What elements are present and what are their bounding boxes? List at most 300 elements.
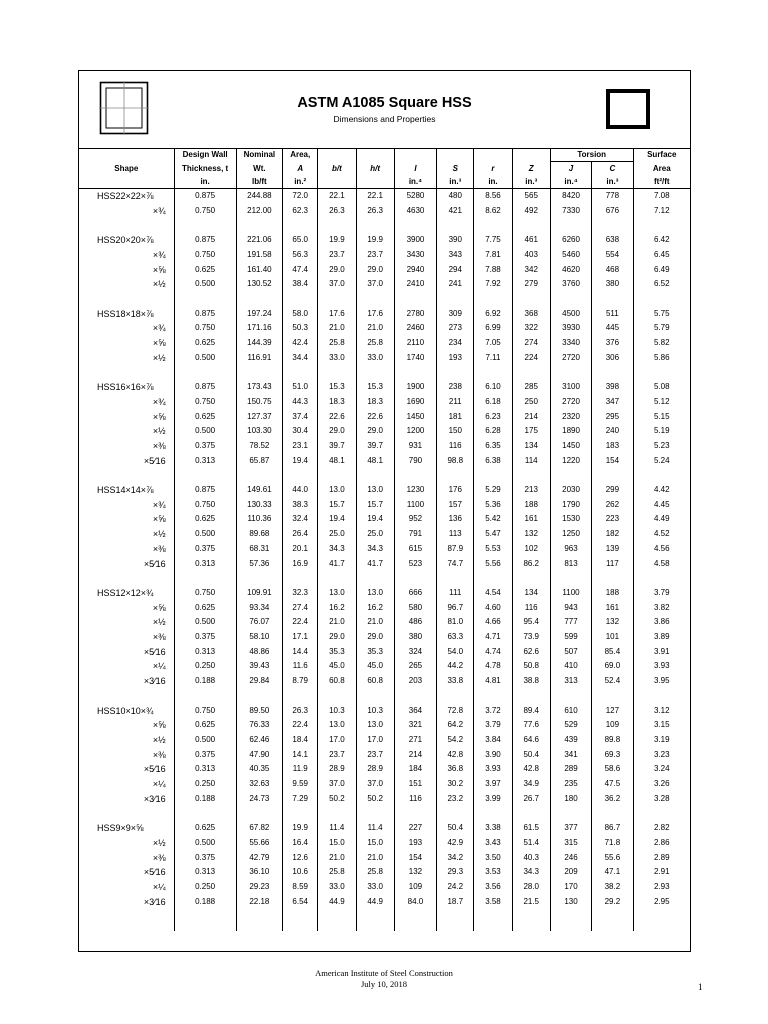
value-cell: 5.42 — [474, 512, 512, 527]
shape-cell: ×3⁄16 — [143, 793, 166, 804]
table-row — [79, 424, 690, 439]
shape-cell: ×¾ — [152, 499, 166, 510]
table-row — [79, 395, 690, 410]
value-cell: 3.93 — [474, 762, 512, 777]
value-cell: 50.4 — [437, 821, 474, 836]
value-cell: 89.68 — [236, 527, 283, 542]
value-cell: 8.59 — [283, 880, 318, 895]
col-surface-unit: ft²/ft — [633, 175, 690, 189]
shape-cell: HSS10×10×¾ — [97, 705, 154, 716]
spacer-cell — [318, 292, 356, 307]
value-cell: 5.12 — [633, 395, 690, 410]
value-cell: 3.26 — [633, 777, 690, 792]
value-cell: 29.2 — [592, 895, 633, 910]
value-cell: 2.91 — [633, 865, 690, 880]
value-cell: 235 — [550, 777, 591, 792]
spacer-cell — [437, 365, 474, 380]
value-cell: 16.9 — [283, 557, 318, 572]
value-cell: 0.250 — [174, 880, 236, 895]
value-cell: 343 — [437, 248, 474, 263]
value-cell: 69.0 — [592, 659, 633, 674]
value-cell: 214 — [512, 410, 550, 425]
value-cell: 390 — [437, 233, 474, 248]
value-cell: 5.47 — [474, 527, 512, 542]
value-cell: 778 — [592, 189, 633, 204]
value-cell: 3.56 — [474, 880, 512, 895]
col-z-unit: in.³ — [512, 175, 550, 189]
value-cell: 50.8 — [512, 659, 550, 674]
value-cell: 151 — [394, 777, 436, 792]
shape-cell: ×½ — [152, 617, 166, 628]
value-cell: 50.4 — [512, 748, 550, 763]
value-cell: 37.0 — [356, 277, 394, 292]
spacer-cell — [174, 468, 236, 483]
value-cell: 0.500 — [174, 424, 236, 439]
spacer-cell — [283, 468, 318, 483]
value-cell: 0.313 — [174, 645, 236, 660]
value-cell: 40.3 — [512, 851, 550, 866]
col-s-unit: in.³ — [437, 175, 474, 189]
value-cell: 39.7 — [356, 439, 394, 454]
spacer-cell — [174, 806, 236, 821]
value-cell: 29.3 — [437, 865, 474, 880]
value-cell: 50.2 — [318, 792, 356, 807]
value-cell: 58.10 — [236, 630, 283, 645]
value-cell: 3100 — [550, 380, 591, 395]
spacer-cell — [592, 689, 633, 704]
value-cell: 157 — [437, 498, 474, 513]
spacer-cell — [550, 468, 591, 483]
value-cell: 58.0 — [283, 307, 318, 322]
value-cell: 84.0 — [394, 895, 436, 910]
value-cell: 93.34 — [236, 601, 283, 616]
col-bt-head: b/t — [318, 162, 356, 176]
value-cell: 116.91 — [236, 351, 283, 366]
value-cell: 2.86 — [633, 836, 690, 851]
value-cell: 13.0 — [356, 586, 394, 601]
value-cell: 149.61 — [236, 483, 283, 498]
value-cell: 76.33 — [236, 718, 283, 733]
value-cell: 7.12 — [633, 204, 690, 219]
page-subtitle: Dimensions and Properties — [333, 114, 436, 124]
col-i-head-1 — [394, 148, 436, 162]
value-cell: 3.93 — [633, 659, 690, 674]
value-cell: 15.3 — [356, 380, 394, 395]
value-cell: 403 — [512, 248, 550, 263]
value-cell: 170 — [550, 880, 591, 895]
value-cell: 7.29 — [283, 792, 318, 807]
value-cell: 486 — [394, 615, 436, 630]
value-cell: 51.4 — [512, 836, 550, 851]
shape-cell: ×⅝ — [152, 338, 166, 348]
value-cell: 2.82 — [633, 821, 690, 836]
value-cell: 55.66 — [236, 836, 283, 851]
value-cell: 71.8 — [592, 836, 633, 851]
value-cell: 791 — [394, 527, 436, 542]
value-cell: 480 — [437, 189, 474, 204]
col-r-head: r — [474, 162, 512, 176]
value-cell: 61.5 — [512, 821, 550, 836]
col-ht-head: h/t — [356, 162, 394, 176]
value-cell: 5.79 — [633, 321, 690, 336]
value-cell: 33.0 — [318, 880, 356, 895]
value-cell: 3.24 — [633, 762, 690, 777]
value-cell: 0.750 — [174, 321, 236, 336]
value-cell: 299 — [592, 483, 633, 498]
value-cell: 4.56 — [633, 542, 690, 557]
value-cell: 19.9 — [356, 233, 394, 248]
value-cell: 3900 — [394, 233, 436, 248]
value-cell: 468 — [592, 263, 633, 278]
value-cell: 17.0 — [356, 733, 394, 748]
value-cell: 27.4 — [283, 601, 318, 616]
col-surface-head-1: Surface — [633, 148, 690, 162]
value-cell: 42.9 — [437, 836, 474, 851]
value-cell: 3340 — [550, 336, 591, 351]
col-j-unit: in.⁴ — [550, 175, 591, 189]
value-cell: 29.23 — [236, 880, 283, 895]
shape-cell: ×⅜ — [152, 749, 166, 760]
value-cell: 313 — [550, 674, 591, 689]
value-cell: 790 — [394, 454, 436, 469]
value-cell: 41.7 — [356, 557, 394, 572]
value-cell: 3.90 — [474, 748, 512, 763]
value-cell: 1220 — [550, 454, 591, 469]
value-cell: 182 — [592, 527, 633, 542]
value-cell: 25.0 — [318, 527, 356, 542]
header-row-1 — [79, 148, 690, 162]
spacer-cell — [633, 468, 690, 483]
shape-cell: ×½ — [152, 279, 166, 290]
value-cell: 4.52 — [633, 527, 690, 542]
table-row — [79, 851, 690, 866]
value-cell: 3930 — [550, 321, 591, 336]
value-cell: 184 — [394, 762, 436, 777]
value-cell: 17.0 — [318, 733, 356, 748]
value-cell: 315 — [550, 836, 591, 851]
value-cell: 73.9 — [512, 630, 550, 645]
value-cell: 34.3 — [356, 542, 394, 557]
value-cell: 33.8 — [437, 674, 474, 689]
value-cell: 813 — [550, 557, 591, 572]
shape-cell: ×5⁄16 — [143, 455, 166, 466]
spacer-cell — [633, 689, 690, 704]
value-cell: 285 — [512, 380, 550, 395]
value-cell: 50.3 — [283, 321, 318, 336]
value-cell: 45.0 — [318, 659, 356, 674]
spacer-cell — [318, 365, 356, 380]
value-cell: 42.4 — [283, 336, 318, 351]
value-cell: 44.9 — [356, 895, 394, 910]
value-cell: 76.07 — [236, 615, 283, 630]
value-cell: 86.2 — [512, 557, 550, 572]
value-cell: 89.8 — [592, 733, 633, 748]
value-cell: 136 — [437, 512, 474, 527]
value-cell: 25.8 — [356, 336, 394, 351]
shape-cell: HSS18×18×⅞ — [97, 308, 154, 319]
value-cell: 507 — [550, 645, 591, 660]
value-cell: 9.59 — [283, 777, 318, 792]
value-cell: 25.8 — [318, 865, 356, 880]
value-cell: 271 — [394, 733, 436, 748]
value-cell: 24.2 — [437, 880, 474, 895]
value-cell: 1740 — [394, 351, 436, 366]
spacer-cell — [474, 689, 512, 704]
value-cell: 19.4 — [318, 512, 356, 527]
value-cell: 3.38 — [474, 821, 512, 836]
value-cell: 77.6 — [512, 718, 550, 733]
value-cell: 4.49 — [633, 512, 690, 527]
value-cell: 19.4 — [356, 512, 394, 527]
value-cell: 144.39 — [236, 336, 283, 351]
shape-cell: HSS16×16×⅞ — [97, 382, 154, 393]
spacer-cell — [79, 218, 174, 233]
value-cell: 37.0 — [318, 277, 356, 292]
value-cell: 40.35 — [236, 762, 283, 777]
value-cell: 33.0 — [356, 880, 394, 895]
shape-cell: ×5⁄16 — [143, 558, 166, 569]
spacer-cell — [592, 365, 633, 380]
table-row — [79, 836, 690, 851]
value-cell: 127.37 — [236, 410, 283, 425]
value-cell: 666 — [394, 586, 436, 601]
spacer-cell — [236, 571, 283, 586]
value-cell: 41.7 — [318, 557, 356, 572]
value-cell: 37.4 — [283, 410, 318, 425]
spacer-cell — [356, 468, 394, 483]
value-cell: 7.81 — [474, 248, 512, 263]
value-cell: 5.08 — [633, 380, 690, 395]
value-cell: 23.7 — [318, 248, 356, 263]
table-row — [79, 483, 690, 498]
value-cell: 29.0 — [318, 424, 356, 439]
value-cell: 240 — [592, 424, 633, 439]
shape-cell: ×¾ — [152, 323, 166, 334]
value-cell: 48.86 — [236, 645, 283, 660]
value-cell: 8420 — [550, 189, 591, 204]
spacer-cell — [174, 571, 236, 586]
value-cell: 134 — [512, 439, 550, 454]
spacer-cell — [236, 468, 283, 483]
table-row — [79, 307, 690, 322]
value-cell: 55.6 — [592, 851, 633, 866]
spacer-cell — [356, 689, 394, 704]
shape-cell: ×¼ — [152, 661, 166, 672]
spacer-cell — [512, 468, 550, 483]
value-cell: 7.11 — [474, 351, 512, 366]
value-cell: 21.0 — [318, 851, 356, 866]
value-cell: 213 — [512, 483, 550, 498]
value-cell: 2.93 — [633, 880, 690, 895]
value-cell: 610 — [550, 704, 591, 719]
value-cell: 42.8 — [512, 762, 550, 777]
value-cell: 33.0 — [318, 351, 356, 366]
value-cell: 13.0 — [318, 483, 356, 498]
value-cell: 3.84 — [474, 733, 512, 748]
table-row — [79, 733, 690, 748]
value-cell: 3.89 — [633, 630, 690, 645]
value-cell: 13.0 — [318, 586, 356, 601]
value-cell: 34.9 — [512, 777, 550, 792]
value-cell: 6.99 — [474, 321, 512, 336]
shape-cell: ×5⁄16 — [143, 867, 166, 878]
value-cell: 8.79 — [283, 674, 318, 689]
shape-cell: ×¼ — [152, 881, 166, 892]
value-cell: 0.750 — [174, 704, 236, 719]
page-footer — [0, 968, 768, 990]
value-cell: 96.7 — [437, 601, 474, 616]
table-row — [79, 204, 690, 219]
group-spacer — [79, 468, 690, 483]
value-cell: 5.23 — [633, 439, 690, 454]
header-row-2 — [79, 162, 690, 176]
value-cell: 11.6 — [283, 659, 318, 674]
value-cell: 0.750 — [174, 498, 236, 513]
value-cell: 50.2 — [356, 792, 394, 807]
value-cell: 34.3 — [318, 542, 356, 557]
value-cell: 161 — [512, 512, 550, 527]
table-row — [79, 880, 690, 895]
value-cell: 32.63 — [236, 777, 283, 792]
value-cell: 197.24 — [236, 307, 283, 322]
value-cell: 37.0 — [356, 777, 394, 792]
value-cell: 23.7 — [356, 248, 394, 263]
value-cell: 62.3 — [283, 204, 318, 219]
value-cell: 1900 — [394, 380, 436, 395]
spacer-cell — [283, 571, 318, 586]
value-cell: 171.16 — [236, 321, 283, 336]
shape-cell: ×½ — [152, 837, 166, 848]
value-cell: 4.60 — [474, 601, 512, 616]
value-cell: 250 — [512, 395, 550, 410]
value-cell: 1450 — [394, 410, 436, 425]
shape-cell: ×⅜ — [152, 632, 166, 643]
value-cell: 4.71 — [474, 630, 512, 645]
value-cell: 492 — [512, 204, 550, 219]
value-cell: 347 — [592, 395, 633, 410]
value-cell: 54.0 — [437, 645, 474, 660]
value-cell: 1200 — [394, 424, 436, 439]
spacer-cell — [174, 365, 236, 380]
col-ht-unit — [356, 175, 394, 189]
value-cell: 35.3 — [356, 645, 394, 660]
col-surface-head-2: Area — [633, 162, 690, 176]
spacer-cell — [474, 218, 512, 233]
value-cell: 101 — [592, 630, 633, 645]
value-cell: 19.9 — [283, 821, 318, 836]
filler-cell — [474, 909, 512, 931]
value-cell: 191.58 — [236, 248, 283, 263]
value-cell: 0.500 — [174, 527, 236, 542]
col-s-head: S — [437, 162, 474, 176]
value-cell: 193 — [437, 351, 474, 366]
value-cell: 98.8 — [437, 454, 474, 469]
value-cell: 183 — [592, 439, 633, 454]
value-cell: 109.91 — [236, 586, 283, 601]
value-cell: 322 — [512, 321, 550, 336]
value-cell: 931 — [394, 439, 436, 454]
value-cell: 295 — [592, 410, 633, 425]
value-cell: 1250 — [550, 527, 591, 542]
value-cell: 36.8 — [437, 762, 474, 777]
value-cell: 0.625 — [174, 718, 236, 733]
value-cell: 12.6 — [283, 851, 318, 866]
page-title: ASTM A1085 Square HSS — [297, 95, 472, 111]
value-cell: 0.875 — [174, 380, 236, 395]
spacer-cell — [633, 571, 690, 586]
value-cell: 3.99 — [474, 792, 512, 807]
value-cell: 25.0 — [356, 527, 394, 542]
value-cell: 6.23 — [474, 410, 512, 425]
value-cell: 274 — [512, 336, 550, 351]
value-cell: 5280 — [394, 189, 436, 204]
shape-cell: ×⅜ — [152, 852, 166, 863]
value-cell: 154 — [394, 851, 436, 866]
value-cell: 3.43 — [474, 836, 512, 851]
value-cell: 0.188 — [174, 674, 236, 689]
value-cell: 36.2 — [592, 792, 633, 807]
value-cell: 3.82 — [633, 601, 690, 616]
col-c-unit: in.³ — [592, 175, 633, 189]
filler-cell — [283, 909, 318, 931]
value-cell: 116 — [394, 792, 436, 807]
value-cell: 2410 — [394, 277, 436, 292]
value-cell: 150.75 — [236, 395, 283, 410]
spacer-cell — [474, 468, 512, 483]
value-cell: 4630 — [394, 204, 436, 219]
spacer-cell — [512, 571, 550, 586]
spacer-cell — [394, 292, 436, 307]
value-cell: 0.875 — [174, 307, 236, 322]
value-cell: 188 — [592, 586, 633, 601]
value-cell: 0.188 — [174, 792, 236, 807]
table-row — [79, 659, 690, 674]
value-cell: 35.3 — [318, 645, 356, 660]
value-cell: 15.0 — [318, 836, 356, 851]
value-cell: 221.06 — [236, 233, 283, 248]
shape-cell: ×¾ — [152, 249, 166, 260]
value-cell: 45.0 — [356, 659, 394, 674]
filler-cell — [174, 909, 236, 931]
spacer-cell — [236, 806, 283, 821]
spacer-cell — [550, 806, 591, 821]
value-cell: 18.7 — [437, 895, 474, 910]
value-cell: 0.375 — [174, 851, 236, 866]
value-cell: 161.40 — [236, 263, 283, 278]
value-cell: 0.750 — [174, 204, 236, 219]
value-cell: 4.42 — [633, 483, 690, 498]
shape-cell: ×3⁄16 — [143, 896, 166, 907]
value-cell: 0.625 — [174, 336, 236, 351]
table-row — [79, 189, 690, 204]
value-cell: 341 — [550, 748, 591, 763]
table-row — [79, 527, 690, 542]
col-c-head: C — [592, 162, 633, 176]
value-cell: 20.1 — [283, 542, 318, 557]
value-cell: 48.1 — [356, 454, 394, 469]
value-cell: 34.4 — [283, 351, 318, 366]
shape-cell: ×⅝ — [152, 411, 166, 422]
value-cell: 238 — [437, 380, 474, 395]
value-cell: 110.36 — [236, 512, 283, 527]
table-row — [79, 821, 690, 836]
spacer-cell — [79, 468, 174, 483]
value-cell: 23.1 — [283, 439, 318, 454]
group-spacer — [79, 806, 690, 821]
spacer-cell — [592, 806, 633, 821]
value-cell: 0.250 — [174, 777, 236, 792]
shape-cell: ×3⁄16 — [143, 676, 166, 687]
